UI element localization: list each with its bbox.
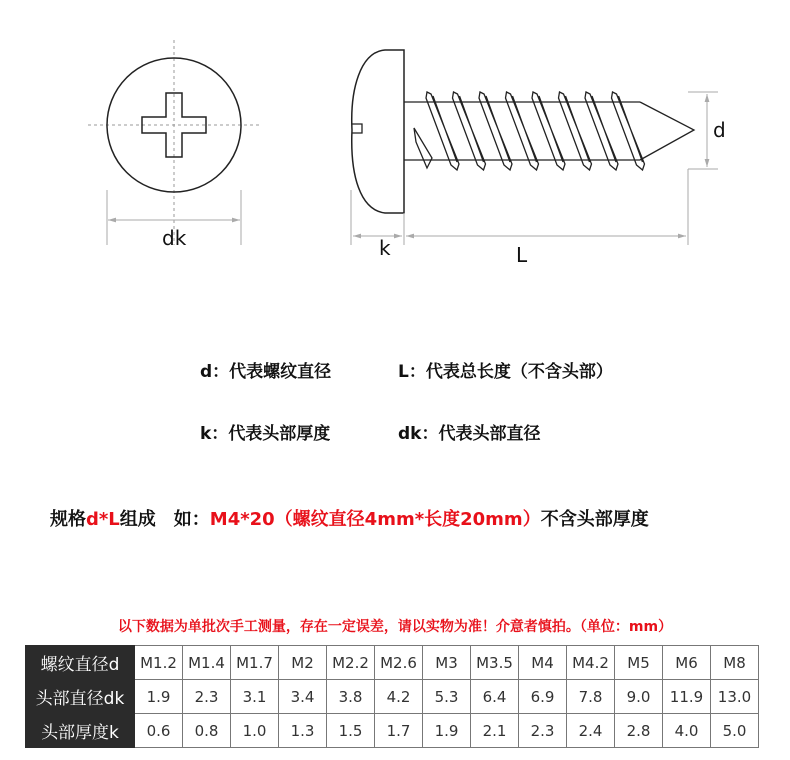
row-header: 头部直径dk [26,680,135,714]
k-label: k [379,236,391,260]
table-cell: 9.0 [615,680,663,714]
table-cell: 1.9 [423,714,471,748]
table-cell: M6 [663,646,711,680]
measurement-note: 以下数据为单批次手工测量，存在一定误差，请以实物为准！介意者慎拍。（单位：mm） [117,619,673,635]
legend-key: d： [200,362,230,382]
table-cell: M3.5 [471,646,519,680]
L-label: L [516,243,528,267]
table-cell: M2 [279,646,327,680]
row-header: 头部厚度k [26,714,135,748]
legend-key: dk： [398,424,439,444]
table-cell: 6.9 [519,680,567,714]
table-cell: 0.8 [183,714,231,748]
legend-text: 代表头部直径 [438,424,541,444]
table-cell: 13.0 [711,680,759,714]
legend-d [200,357,331,382]
spec-prefix: 规格 [50,509,86,530]
table-cell: M2.6 [375,646,423,680]
legend-L [398,357,613,382]
thread-ridge [612,92,645,170]
table-cell: M2.2 [327,646,375,680]
screw-diagram [0,0,790,300]
table-cell: 2.3 [519,714,567,748]
legend-key: k： [200,424,229,444]
spec-line [50,505,649,531]
table-cell: 1.9 [135,680,183,714]
table-row [26,680,759,714]
table-row [26,714,759,748]
table-cell: 4.2 [375,680,423,714]
table-cell: M1.2 [135,646,183,680]
dk-label: dk [162,226,187,250]
table-cell: 2.1 [471,714,519,748]
legend-k [200,419,330,444]
table-cell: 6.4 [471,680,519,714]
row-header: 螺纹直径d [26,646,135,680]
table-cell: 5.3 [423,680,471,714]
size-table [25,645,759,748]
table-cell: M4 [519,646,567,680]
table-cell: 1.7 [375,714,423,748]
table-cell: M1.4 [183,646,231,680]
screw-top-view [88,40,262,245]
table-cell: M3 [423,646,471,680]
table-cell: M1.7 [231,646,279,680]
table-cell: 3.1 [231,680,279,714]
table-cell: 4.0 [663,714,711,748]
table-cell: 1.0 [231,714,279,748]
table-cell: 1.3 [279,714,327,748]
legend-text: 代表螺纹直径 [229,362,332,382]
spec-suffix: 不含头部厚度 [540,509,649,530]
legend-dk [398,419,540,444]
table-cell: 2.8 [615,714,663,748]
spec-mid: 组成 如： [119,509,210,530]
table-cell: 1.5 [327,714,375,748]
table-cell: 3.4 [279,680,327,714]
legend-text: 代表头部厚度 [228,424,331,444]
legend-text: 代表总长度（不含头部） [425,362,613,382]
spec-formula: d*L [86,509,120,530]
table-cell: 11.9 [663,680,711,714]
screw-side-view [351,50,718,245]
table-cell: M8 [711,646,759,680]
table-cell: M4.2 [567,646,615,680]
table-cell: 0.6 [135,714,183,748]
legend-key: L： [398,362,426,382]
spec-example: M4*20（螺纹直径4mm*长度20mm） [209,509,541,530]
d-label: d [713,118,726,142]
table-cell: 2.3 [183,680,231,714]
table-cell: 3.8 [327,680,375,714]
table-cell: 2.4 [567,714,615,748]
table-cell: 7.8 [567,680,615,714]
table-cell: 5.0 [711,714,759,748]
table-cell: M5 [615,646,663,680]
table-row [26,646,759,680]
